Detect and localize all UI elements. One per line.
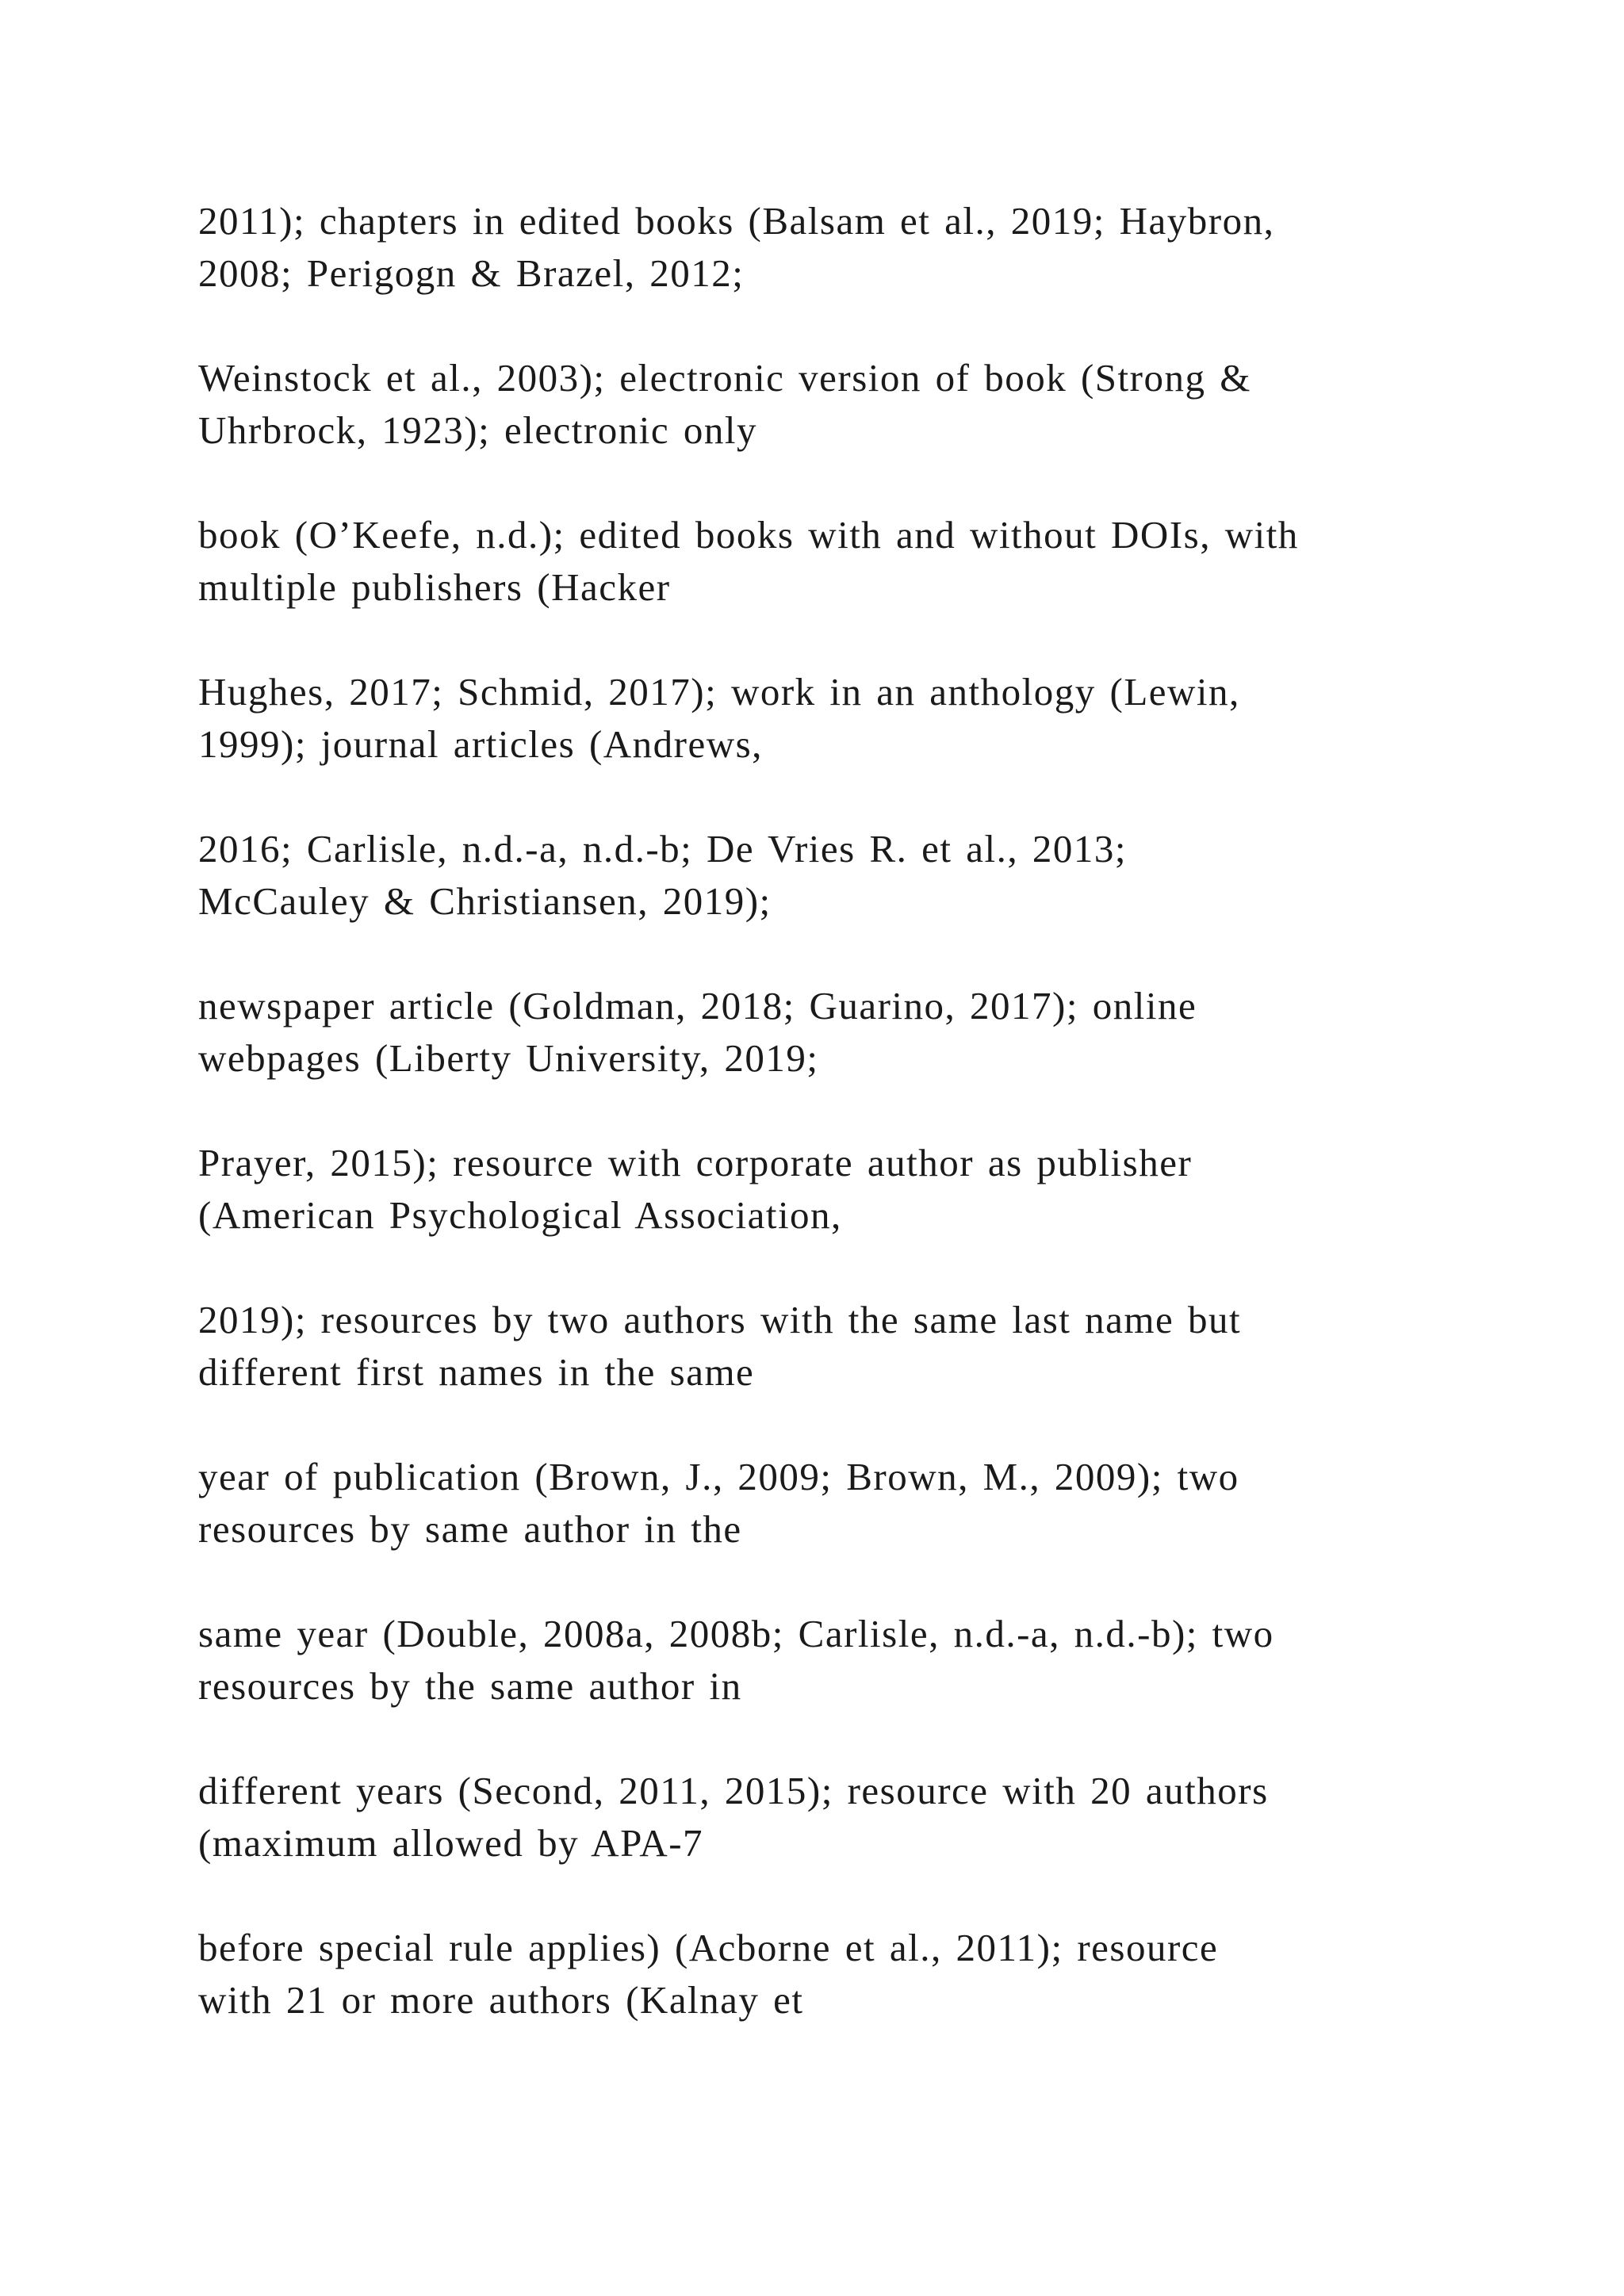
text-line: book (O’Keefe, n.d.); edited books with and without DOIs, with <box>198 513 1299 557</box>
text-line: resources by same author in the <box>198 1507 742 1551</box>
paragraph <box>198 352 1515 457</box>
text-line: 1999); journal articles (Andrews, <box>198 722 763 766</box>
body-text <box>198 195 1515 2079</box>
text-line: multiple publishers (Hacker <box>198 565 671 609</box>
paragraph <box>198 1922 1515 2026</box>
text-line: McCauley & Christiansen, 2019); <box>198 879 772 923</box>
text-line: Hughes, 2017; Schmid, 2017); work in an anthology (Lewin, <box>198 670 1240 714</box>
text-line: webpages (Liberty University, 2019; <box>198 1036 819 1080</box>
text-line: newspaper article (Goldman, 2018; Guarino, 2017); online <box>198 984 1197 1027</box>
text-line: Uhrbrock, 1923); electronic only <box>198 408 757 452</box>
paragraph <box>198 195 1515 300</box>
text-line: (maximum allowed by APA-7 <box>198 1821 704 1865</box>
paragraph <box>198 1765 1515 1869</box>
text-line: different first names in the same <box>198 1350 755 1394</box>
text-line: before special rule applies) (Acborne et al., 2011); resource <box>198 1926 1219 1969</box>
text-line: with 21 or more authors (Kalnay et <box>198 1978 804 2022</box>
paragraph <box>198 823 1515 928</box>
text-line: same year (Double, 2008a, 2008b; Carlisle, n.d.-a, n.d.-b); two <box>198 1612 1274 1655</box>
paragraph <box>198 1137 1515 1242</box>
text-line: resources by the same author in <box>198 1664 742 1708</box>
paragraph <box>198 1294 1515 1399</box>
text-line: 2011); chapters in edited books (Balsam et al., 2019; Haybron, <box>198 199 1275 243</box>
text-line: different years (Second, 2011, 2015); resource with 20 authors <box>198 1769 1269 1812</box>
text-line: 2016; Carlisle, n.d.-a, n.d.-b; De Vries R. et al., 2013; <box>198 827 1127 871</box>
paragraph <box>198 666 1515 771</box>
paragraph <box>198 980 1515 1085</box>
text-line: (American Psychological Association, <box>198 1193 842 1237</box>
paragraph <box>198 1608 1515 1712</box>
paragraph <box>198 1451 1515 1556</box>
text-line: 2019); resources by two authors with the same last name but <box>198 1298 1242 1341</box>
text-line: year of publication (Brown, J., 2009; Brown, M., 2009); two <box>198 1455 1239 1498</box>
text-line: Prayer, 2015); resource with corporate author as publisher <box>198 1141 1193 1184</box>
text-line: Weinstock et al., 2003); electronic version of book (Strong & <box>198 356 1251 400</box>
paragraph <box>198 509 1515 614</box>
text-line: 2008; Perigogn & Brazel, 2012; <box>198 251 745 295</box>
